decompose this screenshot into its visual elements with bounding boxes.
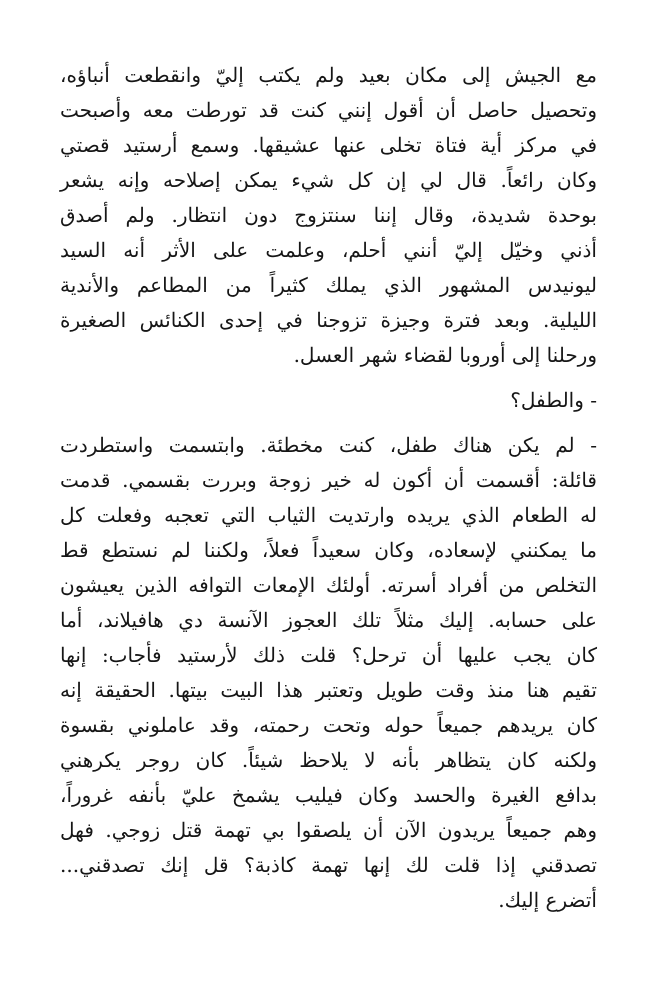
text-line: التخلص من أفراد أسرته. أولئك الإمعات التوافه الذين يعيشون: [60, 573, 597, 597]
text-line: كان يريدهم جميعاً حوله وتحت رحمته، وقد عاملوني بقسوة: [60, 713, 597, 737]
text-line: وهم جميعاً يريدون الآن أن يلصقوا بي تهمة قتل زوجي. فهل: [60, 818, 597, 842]
paragraph: [60, 58, 597, 373]
text-line: الليلية. وبعد فترة وجيزة تزوجنا في إحدى الكنائس الصغيرة: [60, 308, 597, 332]
text-line: ولكنه كان يتظاهر بأنه لا يلاحظ شيئاً. كان روجر يكرهني: [60, 748, 597, 772]
text-line: ما يمكنني لإسعاده، وكان سعيداً فعلاً، ولكننا لم نستطع قط: [60, 538, 597, 562]
paragraph-gap: [60, 418, 597, 428]
text-line: أتضرع إليك.: [498, 888, 597, 912]
text-line: تقيم هنا منذ وقت طويل وتعتبر هذا البيت بيتها. الحقيقة إنه: [60, 678, 597, 702]
text-line: له الطعام الذي يريده وارتديت الثياب التي تعجبه وفعلت كل: [60, 503, 597, 527]
paragraph: [60, 428, 597, 918]
text-line: ليونيدس المشهور الذي يملك كثيراً من المطاعم والأندية: [60, 273, 597, 297]
text-line: بدافع الغيرة والحسد وكان فيليب يشمخ عليّ بأنفه غروراً،: [60, 783, 597, 807]
paragraph-gap: [60, 373, 597, 383]
text-line: مع الجيش إلى مكان بعيد ولم يكتب إليّ وانقطعت أنباؤه،: [60, 63, 597, 87]
text-line: - لم يكن هناك طفل، كنت مخطئة. وابتسمت واستطردت: [60, 433, 597, 457]
text-line: في مركز أية فتاة تخلى عنها عشيقها. وسمع أرستيد قصتي: [60, 133, 597, 157]
text-line: وتحصيل حاصل أن أقول إنني كنت قد تورطت معه وأصبحت: [60, 98, 597, 122]
text-line: بوحدة شديدة، وقال إننا سنتزوج دون انتظار. ولم أصدق: [60, 203, 597, 227]
text-line: على حسابه. إليك مثلاً تلك العجوز الآنسة دي هافيلاند، أما: [60, 608, 597, 632]
text-line: وكان رائعاً. قال لي إن كل شيء يمكن إصلاحه وإنه يشعر: [60, 168, 597, 192]
text-line: - والطفل؟: [510, 388, 597, 412]
text-line: تصدقني إذا قلت لك إنها تهمة كاذبة؟ قل إنك تصدقني...: [60, 853, 597, 877]
text-line: كان يجب عليها أن ترحل؟ قلت ذلك لأرستيد فأجاب: إنها: [60, 643, 597, 667]
page-text: [60, 58, 597, 918]
text-line: قائلة: أقسمت أن أكون له خير زوجة وبررت بقسمي. قدمت: [60, 468, 597, 492]
paragraph: [60, 383, 597, 418]
text-line: ورحلنا إلى أوروبا لقضاء شهر العسل.: [293, 343, 597, 367]
text-line: أذني وخيّل إليّ أنني أحلم، وعلمت على الأثر أنه السيد: [60, 238, 597, 262]
